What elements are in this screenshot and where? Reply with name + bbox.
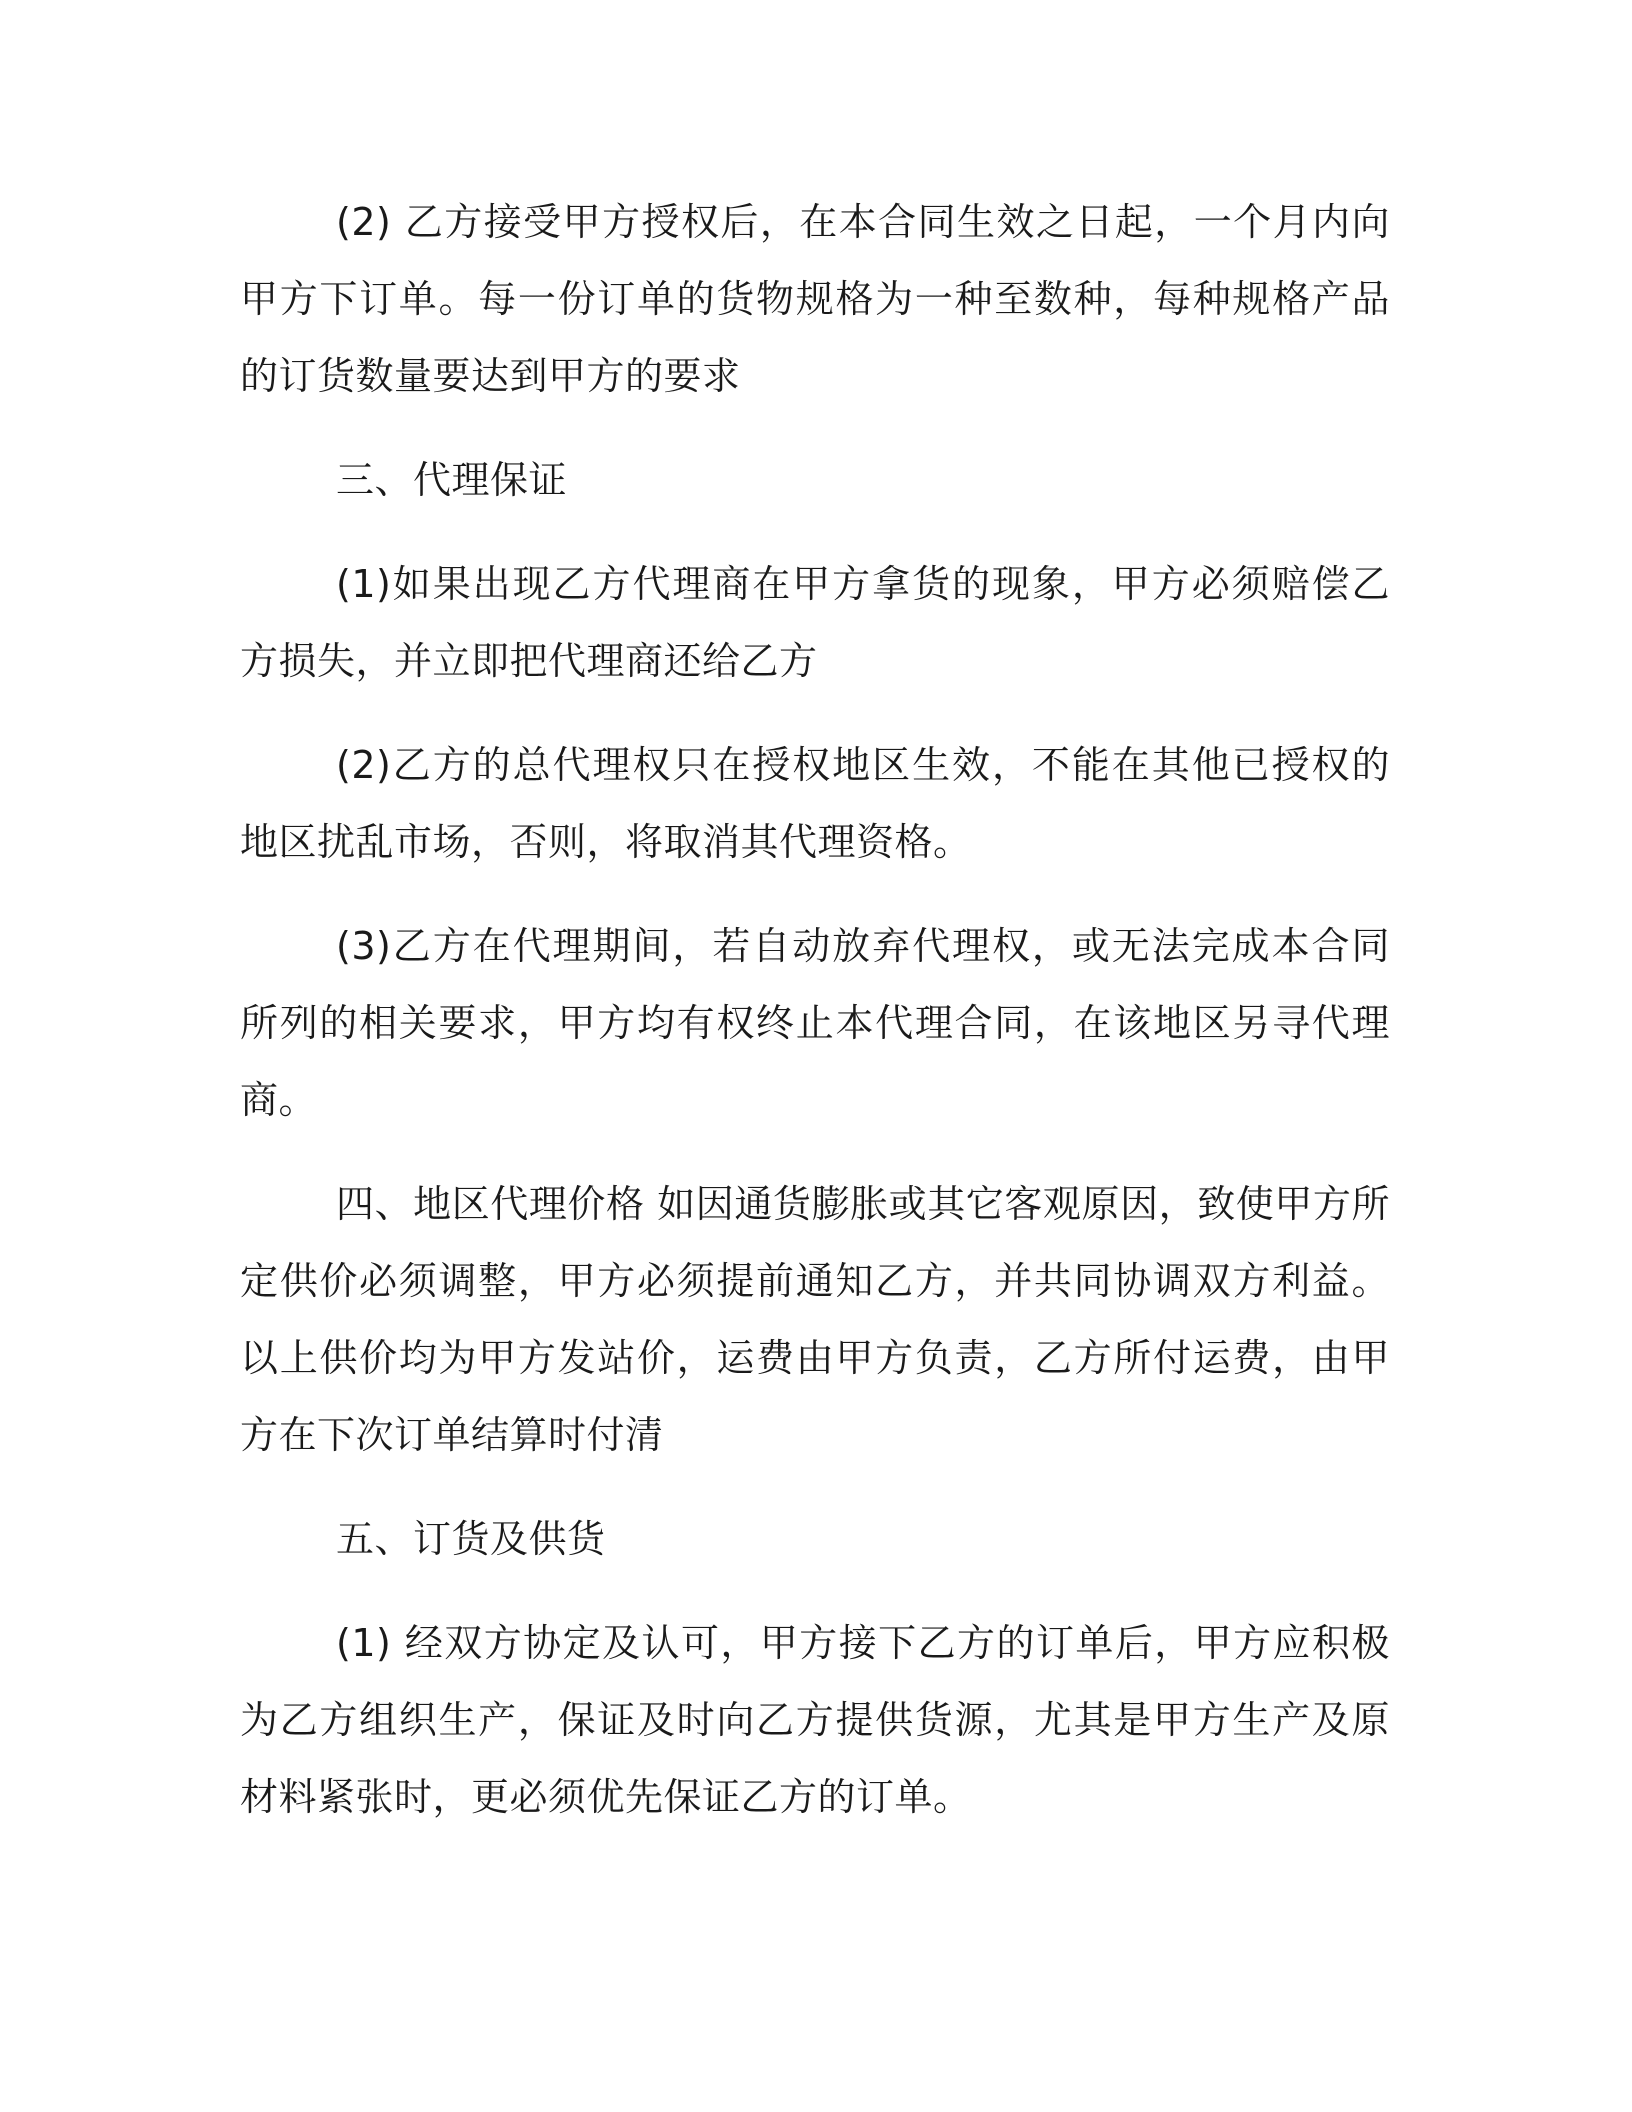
paragraph-order-requirement: (2) 乙方接受甲方授权后，在本合同生效之日起，一个月内向甲方下订单。每一份订单的货物规格为一种至数种，每种规格产品的订货数量要达到甲方的要求 <box>240 200 1390 398</box>
paragraph-guarantee-3: (3)乙方在代理期间，若自动放弃代理权，或无法完成本合同所列的相关要求，甲方均有权终止本代理合同，在该地区另寻代理商。 <box>240 924 1390 1122</box>
paragraph-regional-price: 四、地区代理价格 如因通货膨胀或其它客观原因，致使甲方所定供价必须调整，甲方必须提前通知乙方，并共同协调双方利益。以上供价均为甲方发站价，运费由甲方负责，乙方所付运费，由甲方在下次订单结算时付清 <box>240 1182 1390 1457</box>
paragraph-guarantee-2: (2)乙方的总代理权只在授权地区生效，不能在其他已授权的地区扰乱市场，否则，将取消其代理资格。 <box>240 743 1390 864</box>
paragraph-supply-1: (1) 经双方协定及认可，甲方接下乙方的订单后，甲方应积极为乙方组织生产，保证及时向乙方提供货源，尤其是甲方生产及原材料紧张时，更必须优先保证乙方的订单。 <box>240 1621 1390 1819</box>
section-heading-agency-guarantee: 三、代理保证 <box>336 458 568 502</box>
paragraph-guarantee-1: (1)如果出现乙方代理商在甲方拿货的现象，甲方必须赔偿乙方损失，并立即把代理商还给乙方 <box>240 562 1390 683</box>
document-body <box>240 184 1390 1836</box>
section-heading-ordering-supply: 五、订货及供货 <box>336 1517 606 1561</box>
